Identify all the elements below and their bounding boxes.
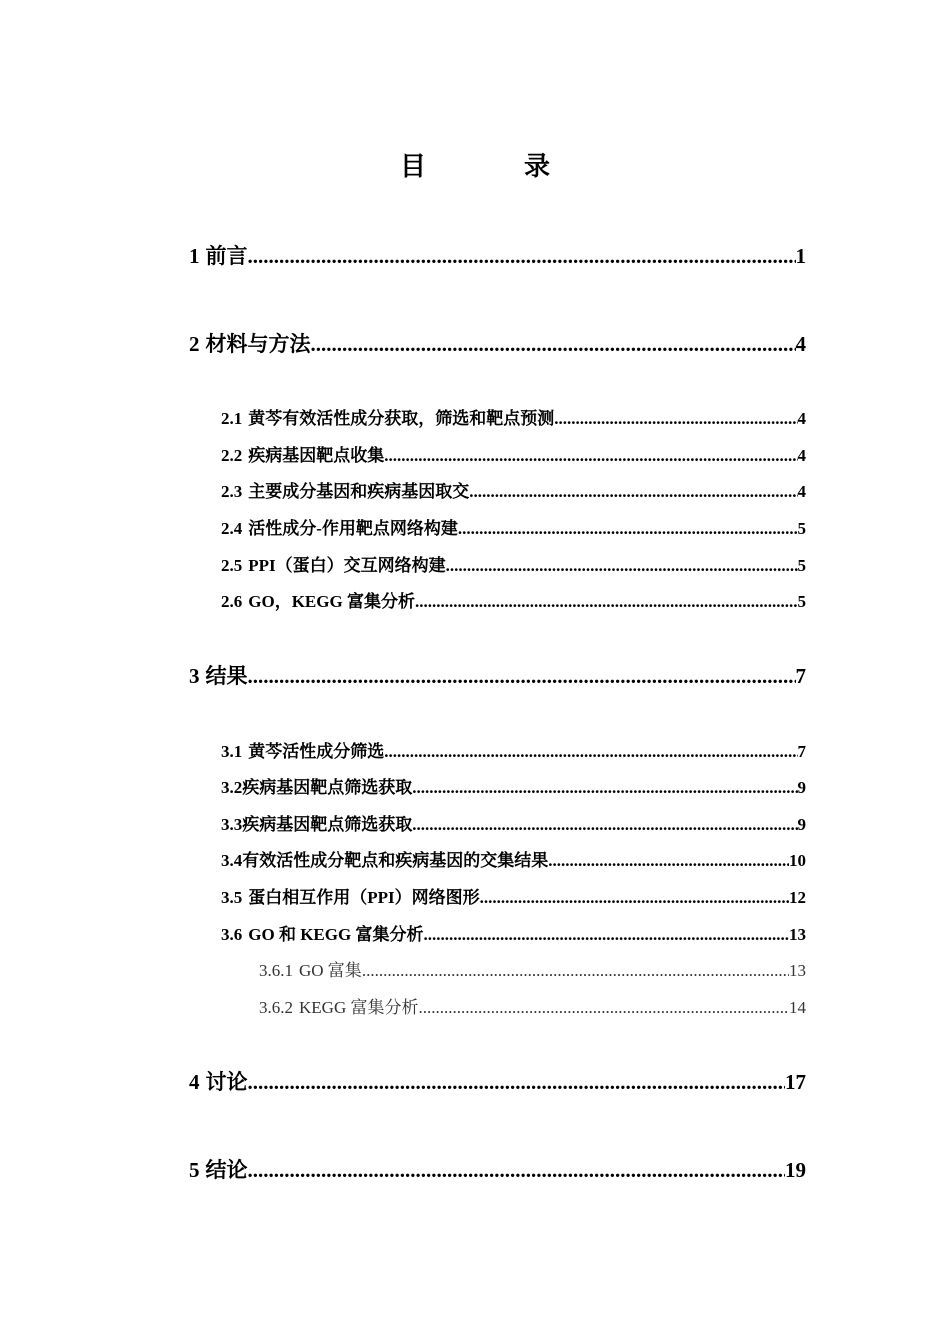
dot-leader <box>548 849 789 873</box>
toc-entry-title: GO 富集 <box>299 961 362 980</box>
toc-entry-2-2[interactable] <box>221 444 806 468</box>
dot-leader <box>423 923 789 947</box>
toc-entry-title: 黄芩有效活性成分获取，筛选和靶点预测 <box>248 409 555 428</box>
toc-entry-page: 5 <box>797 592 806 611</box>
toc-entry-number: 3 <box>189 664 200 688</box>
toc-entry-3-5[interactable] <box>221 886 806 910</box>
toc-entry-title: 黄芩活性成分筛选 <box>248 742 385 761</box>
toc-entry-number: 2.6 <box>221 592 243 611</box>
toc-entry-title: KEGG 富集分析 <box>299 998 419 1017</box>
dot-leader <box>446 554 798 578</box>
toc-entry-2-3[interactable] <box>221 480 806 504</box>
toc-entry-5[interactable] <box>189 1156 806 1184</box>
toc-entry-page: 14 <box>789 998 806 1017</box>
toc-entry-page: 4 <box>795 332 806 356</box>
toc-entry-number: 2 <box>189 332 200 356</box>
dot-leader <box>248 662 796 690</box>
toc-entry-title: 有效活性成分靶点和疾病基因的交集结果 <box>242 851 549 870</box>
toc-entry-page: 13 <box>789 925 806 944</box>
dot-leader <box>415 590 798 614</box>
toc-entry-number: 2.5 <box>221 556 243 575</box>
toc-entry-page: 9 <box>797 815 806 834</box>
dot-leader <box>248 1068 786 1096</box>
toc-entry-number: 4 <box>189 1070 200 1094</box>
toc-entry-page: 4 <box>797 482 806 501</box>
dot-leader <box>248 1156 786 1184</box>
toc-entry-title: 疾病基因靶点筛选获取 <box>242 778 413 797</box>
toc-entry-number: 3.6.2 <box>259 998 293 1017</box>
toc-entry-title: 结论 <box>205 1158 248 1182</box>
toc-entry-number: 3.5 <box>221 888 243 907</box>
toc-entry-3-1[interactable] <box>221 740 806 764</box>
dot-leader <box>384 740 797 764</box>
toc-entry-2-4[interactable] <box>221 517 806 541</box>
dot-leader <box>311 330 796 358</box>
toc-entry-title: 蛋白相互作用（PPI）网络图形 <box>248 888 480 907</box>
toc-entry-4[interactable] <box>189 1068 806 1096</box>
dot-leader <box>412 776 797 800</box>
toc-entry-page: 12 <box>789 888 806 907</box>
toc-entry-title: 主要成分基因和疾病基因取交 <box>248 482 470 501</box>
dot-leader <box>362 959 789 983</box>
toc-entry-number: 3.3 <box>221 815 243 834</box>
toc-entry-title: 前言 <box>205 244 248 268</box>
toc-entry-3-6-2[interactable] <box>259 996 806 1020</box>
toc-entry-number: 2.2 <box>221 446 243 465</box>
toc-entry-title: 疾病基因靶点筛选获取 <box>242 815 413 834</box>
toc-entry-page: 17 <box>785 1070 806 1094</box>
dot-leader <box>480 886 789 910</box>
toc-entry-page: 7 <box>795 664 806 688</box>
toc-entry-number: 3.6.1 <box>259 961 293 980</box>
toc-entry-3[interactable] <box>189 662 806 690</box>
dot-leader <box>384 444 797 468</box>
toc-entry-page: 13 <box>789 961 806 980</box>
toc-entry-title: GO，KEGG 富集分析 <box>248 592 415 611</box>
toc-entry-page: 10 <box>789 851 806 870</box>
dot-leader <box>458 517 798 541</box>
toc-entry-number: 1 <box>189 244 200 268</box>
dot-leader <box>418 996 789 1020</box>
toc-entry-page: 7 <box>797 742 806 761</box>
toc-entry-page: 5 <box>797 519 806 538</box>
toc-entry-page: 19 <box>785 1158 806 1182</box>
toc-entry-title: 活性成分-作用靶点网络构建 <box>248 519 458 538</box>
toc-entry-number: 3.2 <box>221 778 243 797</box>
toc-entry-title: 讨论 <box>205 1070 248 1094</box>
toc-entry-title: 材料与方法 <box>205 332 311 356</box>
toc-entry-2[interactable] <box>189 330 806 358</box>
dot-leader <box>412 813 797 837</box>
toc-entry-1[interactable] <box>189 242 806 270</box>
toc-entry-number: 5 <box>189 1158 200 1182</box>
toc-entry-title: PPI（蛋白）交互网络构建 <box>248 556 446 575</box>
toc-entry-page: 5 <box>797 556 806 575</box>
toc-entry-page: 9 <box>797 778 806 797</box>
toc-entry-title: 疾病基因靶点收集 <box>248 446 385 465</box>
toc-entry-title: GO 和 KEGG 富集分析 <box>248 925 424 944</box>
toc-entry-3-2[interactable] <box>221 776 806 800</box>
toc-entry-number: 2.1 <box>221 409 243 428</box>
toc-title: 目 录 <box>399 152 586 181</box>
toc-entry-2-1[interactable] <box>221 407 806 431</box>
dot-leader <box>469 480 797 504</box>
toc-entry-3-6-1[interactable] <box>259 959 806 983</box>
toc-entry-3-3[interactable] <box>221 813 806 837</box>
toc-entry-2-5[interactable] <box>221 554 806 578</box>
toc-entry-2-6[interactable] <box>221 590 806 614</box>
toc-entry-title: 结果 <box>205 664 248 688</box>
toc-entry-3-6[interactable] <box>221 923 806 947</box>
toc-entry-number: 3.6 <box>221 925 243 944</box>
dot-leader <box>554 407 797 431</box>
toc-entry-page: 1 <box>795 244 806 268</box>
toc-entry-number: 3.4 <box>221 851 243 870</box>
toc-entry-3-4[interactable] <box>221 849 806 873</box>
toc-entry-number: 2.3 <box>221 482 243 501</box>
toc-entry-number: 2.4 <box>221 519 243 538</box>
toc-entry-number: 3.1 <box>221 742 243 761</box>
dot-leader <box>248 242 796 270</box>
toc-entry-page: 4 <box>797 409 806 428</box>
toc-entry-page: 4 <box>797 446 806 465</box>
